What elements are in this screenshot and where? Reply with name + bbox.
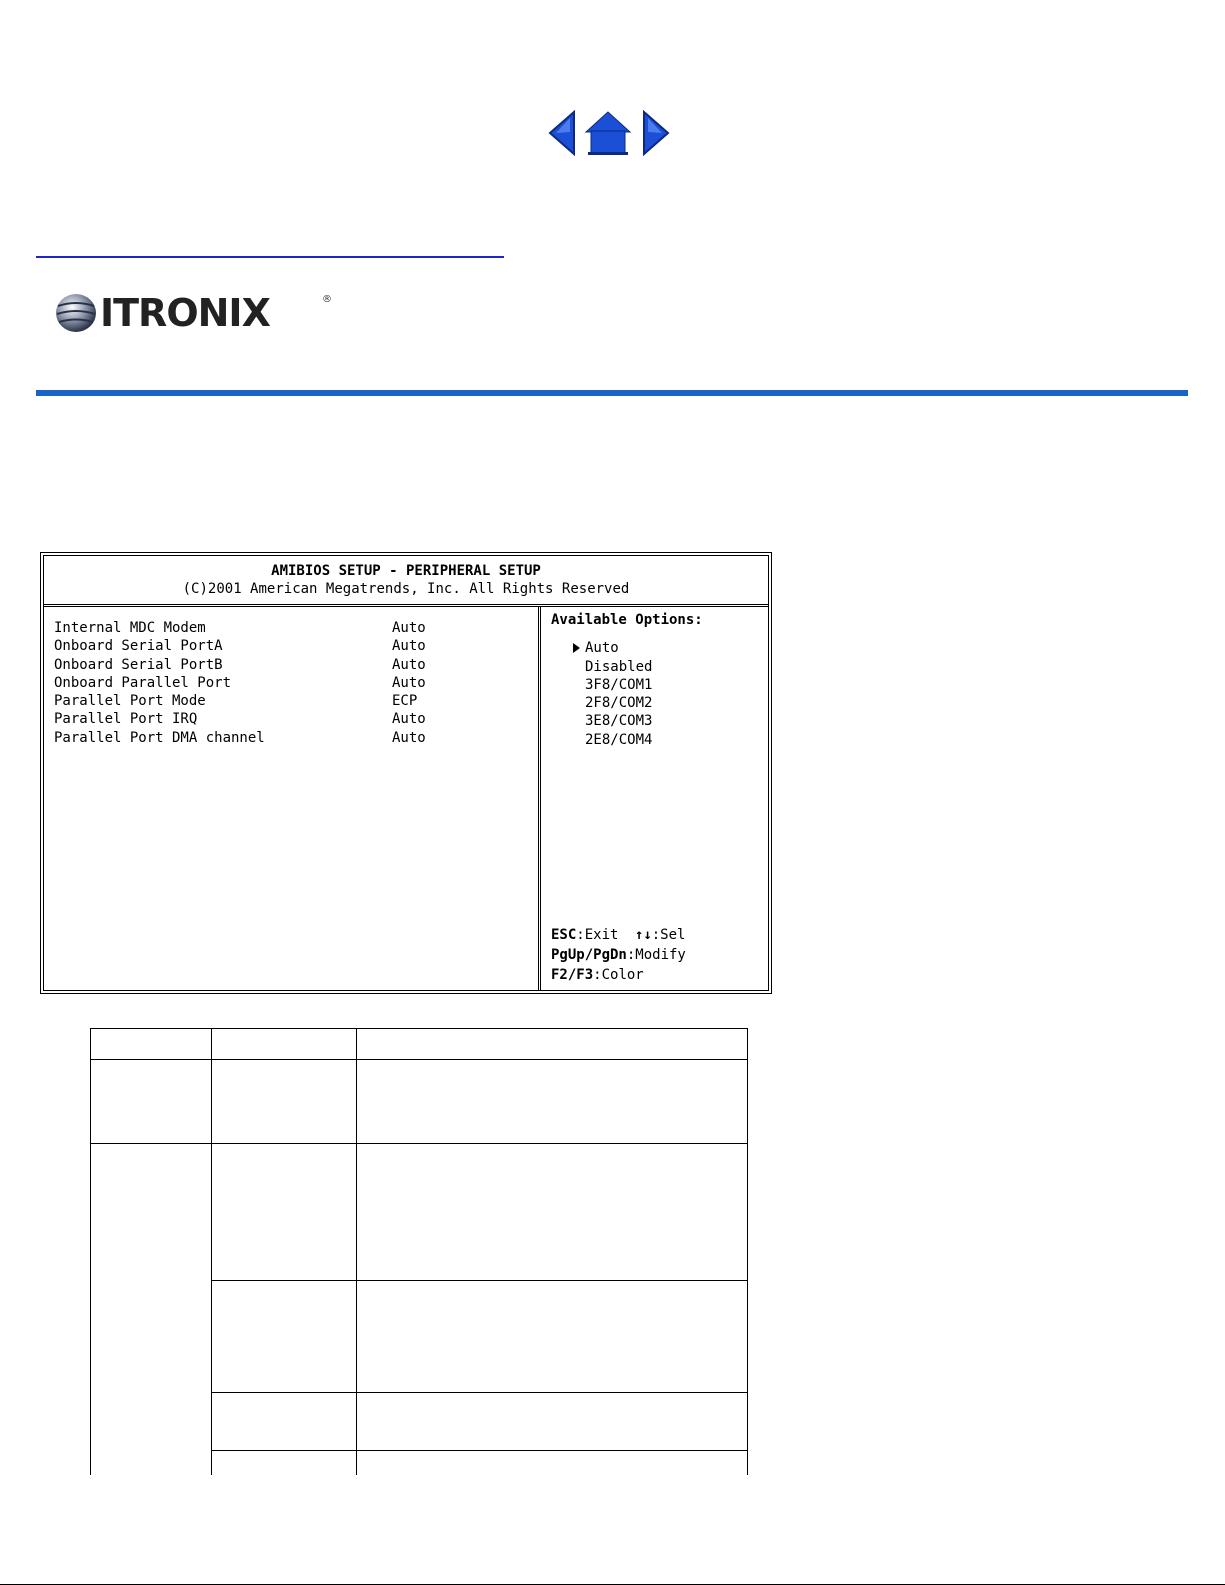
table-cell — [357, 1393, 748, 1451]
home-button[interactable] — [584, 108, 632, 158]
setting-label: Parallel Port IRQ — [54, 711, 198, 727]
left-arrow-icon — [548, 108, 576, 158]
table-cell — [357, 1144, 748, 1281]
table-cell — [357, 1060, 748, 1144]
setting-row[interactable] — [54, 619, 534, 637]
help-color — [551, 965, 644, 985]
setting-value: Auto — [392, 657, 426, 673]
setting-row[interactable] — [54, 674, 534, 692]
setting-row[interactable] — [54, 656, 534, 674]
itronix-logo — [54, 290, 332, 336]
page-navigation — [548, 108, 674, 158]
table-cell — [212, 1393, 357, 1451]
option-2e8-com4[interactable]: 2E8/COM4 — [585, 732, 653, 748]
right-arrow-icon — [642, 108, 670, 158]
help-esc-action: :Exit — [576, 927, 619, 943]
registered-mark: ® — [322, 294, 332, 305]
options-heading: Available Options: — [551, 612, 703, 628]
table-cell — [91, 1144, 212, 1511]
bios-copyright: (C)2001 American Megatrends, Inc. All Rights Reserved — [182, 581, 630, 597]
bios-header — [44, 556, 768, 607]
setting-label: Parallel Port DMA channel — [54, 730, 265, 746]
help-exit-select — [551, 925, 685, 945]
options-table — [90, 1028, 748, 1511]
table-cell — [357, 1281, 748, 1393]
bios-frame — [43, 555, 769, 991]
help-sel-key: ↑↓ — [634, 927, 652, 943]
setting-value: Auto — [392, 711, 426, 727]
setting-row[interactable] — [54, 710, 534, 728]
page-bottom-whitespace — [0, 1475, 1225, 1585]
table-cell — [212, 1281, 357, 1393]
setting-value: Auto — [392, 638, 426, 654]
setting-label: Onboard Serial PortA — [54, 638, 223, 654]
option-auto[interactable]: Auto — [585, 640, 619, 656]
help-color-key: F2/F3 — [551, 967, 594, 983]
option-3f8-com1[interactable]: 3F8/COM1 — [585, 677, 653, 693]
bios-title: AMIBIOS SETUP - PERIPHERAL SETUP — [271, 563, 541, 579]
setting-row[interactable] — [54, 692, 534, 710]
option-3e8-com3[interactable]: 3E8/COM3 — [585, 713, 653, 729]
header-divider — [36, 390, 1188, 396]
setting-value: ECP — [392, 693, 418, 709]
setting-value: Auto — [392, 730, 426, 746]
top-link-underline[interactable] — [36, 256, 504, 258]
setting-label: Parallel Port Mode — [54, 693, 206, 709]
bios-options-panel — [541, 607, 768, 990]
home-icon — [584, 108, 632, 158]
table-cell — [91, 1060, 212, 1144]
help-pg-key: PgUp/PgDn — [551, 947, 627, 963]
option-2f8-com2[interactable]: 2F8/COM2 — [585, 695, 653, 711]
help-pg-action: :Modify — [626, 947, 686, 963]
help-modify — [551, 945, 686, 965]
table-header-row — [91, 1029, 748, 1060]
setting-label: Onboard Serial PortB — [54, 657, 223, 673]
bios-settings-panel — [44, 607, 541, 990]
setting-label: Onboard Parallel Port — [54, 675, 232, 691]
help-esc-key: ESC — [551, 927, 577, 943]
setting-value: Auto — [392, 675, 426, 691]
setting-row[interactable] — [54, 729, 534, 747]
logo-wordmark: ITRONIX — [100, 291, 270, 335]
table-cell — [357, 1029, 748, 1060]
help-color-action: :Color — [593, 967, 644, 983]
help-sel-action: :Sel — [651, 927, 686, 943]
table-cell — [91, 1029, 212, 1060]
table-cell — [212, 1060, 357, 1144]
table-cell — [212, 1029, 357, 1060]
setting-label: Internal MDC Modem — [54, 620, 206, 636]
bios-setup-screen — [40, 552, 772, 994]
table-cell — [212, 1144, 357, 1281]
table-row — [91, 1144, 748, 1281]
setting-row[interactable] — [54, 637, 534, 655]
option-disabled[interactable]: Disabled — [585, 659, 653, 675]
next-page-button[interactable] — [642, 108, 670, 158]
previous-page-button[interactable] — [548, 108, 576, 158]
setting-value: Auto — [392, 620, 426, 636]
globe-icon — [54, 292, 98, 334]
table-row — [91, 1060, 748, 1144]
